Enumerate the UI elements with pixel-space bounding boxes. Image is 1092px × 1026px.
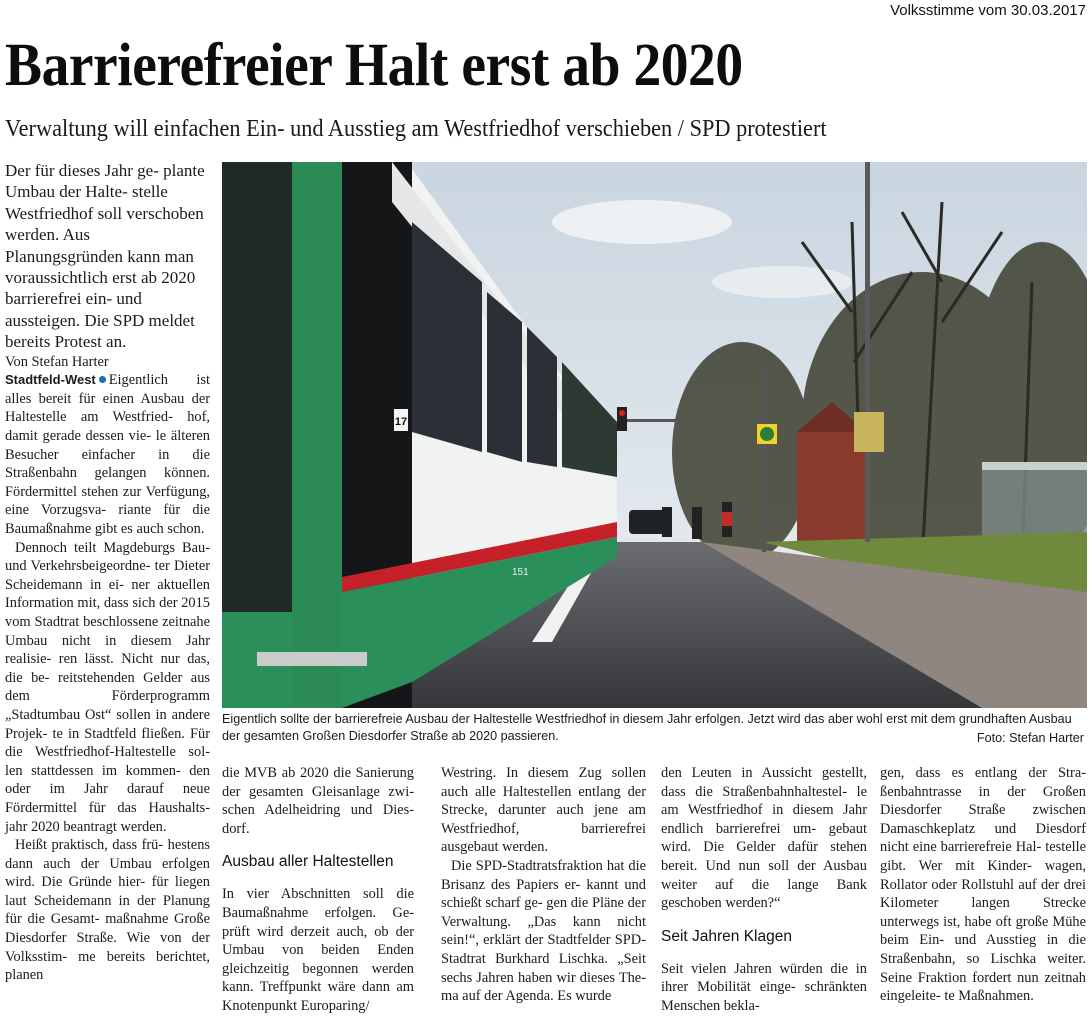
headline: Barrierefreier Halt erst ab 2020 <box>5 32 743 99</box>
photo-credit: Foto: Stefan Harter <box>976 731 1084 745</box>
body-paragraph: Dennoch teilt Magdeburgs Bau- und Verkehrsbeigeordne- ter Dieter Scheidemann in ei- ner aktuellen Information mit, dass sich der 2015 vom Stadtrat beschlossene zeitnahe Umbau nicht in diesem Jahr realisie- ren lässt. Nicht nur das, die be- reitstehenden Gelder aus dem Förderprogramm „Stadtumbau Ost“ sollen in andere Projek- te in Stadtfeld fließen. Für die Westfriedhof-Haltestelle sol- len stattdessen im kommen- den oder im Jahr darauf neue Fördermittel für das Haushalts- jahr 2020 beantragt werden. <box>5 539 210 835</box>
byline: Von Stefan Harter <box>5 353 109 370</box>
lead-paragraph: Der für dieses Jahr ge- plante Umbau der Halte- stelle Westfriedhof soll verschoben werden. Aus Planungsgründen kann man voraussichtlich erst ab 2020 barrierefrei ein- und aussteigen. Die SPD meldet bereits Protest an. <box>5 161 205 352</box>
section-subheading: Ausbau aller Haltestellen <box>222 853 394 871</box>
body-paragraph: den Leuten in Aussicht gestellt, dass die Straßenbahnhaltestel- le am Westfriedhof in diesem Jahr endlich barrierefrei um- gebaut wird. Die Gelder dafür stehen bereit. Und nun soll der Ausbau weiter auf die lange Bank geschoben werden?“ <box>661 765 867 912</box>
body-paragraph: Seit vielen Jahren würden die in ihrer Mobilität einge- schränkten Menschen bekla- <box>661 960 867 1014</box>
dateline: Stadtfeld-West <box>5 372 96 388</box>
body-paragraph: die MVB ab 2020 die Sanierung der gesamten Gleisanlage zwi- schen Adelheidring und Dies- dorf. <box>222 765 414 837</box>
article-column-3 <box>441 764 646 1006</box>
source-line: Volksstimme vom 30.03.2017 <box>890 2 1086 19</box>
body-paragraph: Heißt praktisch, dass frü- hestens dann auch der Umbau erfolgen wird. Die Gründe hier- für liegen laut Scheidemann in der Planung für die Gesamt- maßnahme Große Diesdorfer Straße. Wie von der Volksstim- me bereits berichtet, planen <box>5 837 210 984</box>
tram-number: 17 <box>394 416 408 428</box>
tram-photo-illustration <box>222 162 1087 708</box>
body-paragraph: gen, dass es entlang der Stra- ßenbahntrasse in der Großen Diesdorfer Straße zwischen Damaschkeplatz und Diesdorf nicht eine barrierefreie Hal- testelle gibt. Wer mit Kinder- wagen, Rollator oder Rollstuhl auf der drei Kilometer langen Strecke unterwegs ist, habe oft große Mühe beim Ein- und Ausstieg in die Straßenbahn, so Lischka weiter. Seine Fraktion fordert nun zeitnah eingeleite- te Maßnahmen. <box>880 765 1086 1005</box>
tram-photo <box>222 162 1087 708</box>
photo-caption: Eigentlich sollte der barrierefreie Ausbau der Haltestelle Westfriedhof in diesem Jahr erfolgen. Jetzt wird das aber wohl erst mit dem grundhaften Ausbau der gesamten Großen Diesdorfer Straße ab 2020 passieren. <box>222 712 1072 743</box>
article-column-2 <box>222 764 414 1016</box>
article-column-5 <box>880 764 1086 1006</box>
body-paragraph: Westring. In diesem Zug sollen auch alle Haltestellen entlang der Strecke, darunter auch jene am Westfriedhof, barrierefrei ausgebaut werden. <box>441 765 646 856</box>
article-column-1 <box>5 160 210 985</box>
subheadline: Verwaltung will einfachen Ein- und Ausstieg am Westfriedhof verschieben / SPD protestiert <box>5 116 827 142</box>
body-paragraph: Stadtfeld-West Eigentlich ist alles bereit für einen Ausbau der Haltestelle am Westfried- hof, damit gerade dessen vie- le älteren Besucher einfacher in die Straßenbahn gelangen können. Fördermittel stehen zur Verfügung, eine Vorzugsva- riante für die Baumaßnahme gibt es auch schon. <box>5 372 210 537</box>
article-column-4 <box>661 764 867 1016</box>
body-paragraph: In vier Abschnitten soll die Baumaßnahme erfolgen. Ge- prüft wird derzeit auch, ob der Umbau von beiden Enden gleichzeitig begonnen werden kann. Treffpunkt wäre dann am Knotenpunkt Europaring/ <box>222 886 414 1014</box>
section-subheading: Seit Jahren Klagen <box>661 927 792 945</box>
body-paragraph: Die SPD-Stadtratsfraktion hat die Brisanz des Papiers er- kannt und schießt scharf ge- gen die Pläne der Verwaltung. „Das kann nicht sein!“, erklärt der Stadtfelder SPD-Stadtrat Burkhard Lischka. „Seit sechs Jahren haben wir dieses The- ma auf der Agenda. Es wurde <box>441 857 646 1005</box>
bullet-icon <box>99 376 106 383</box>
tram-fleet-number: 151 <box>512 567 529 578</box>
